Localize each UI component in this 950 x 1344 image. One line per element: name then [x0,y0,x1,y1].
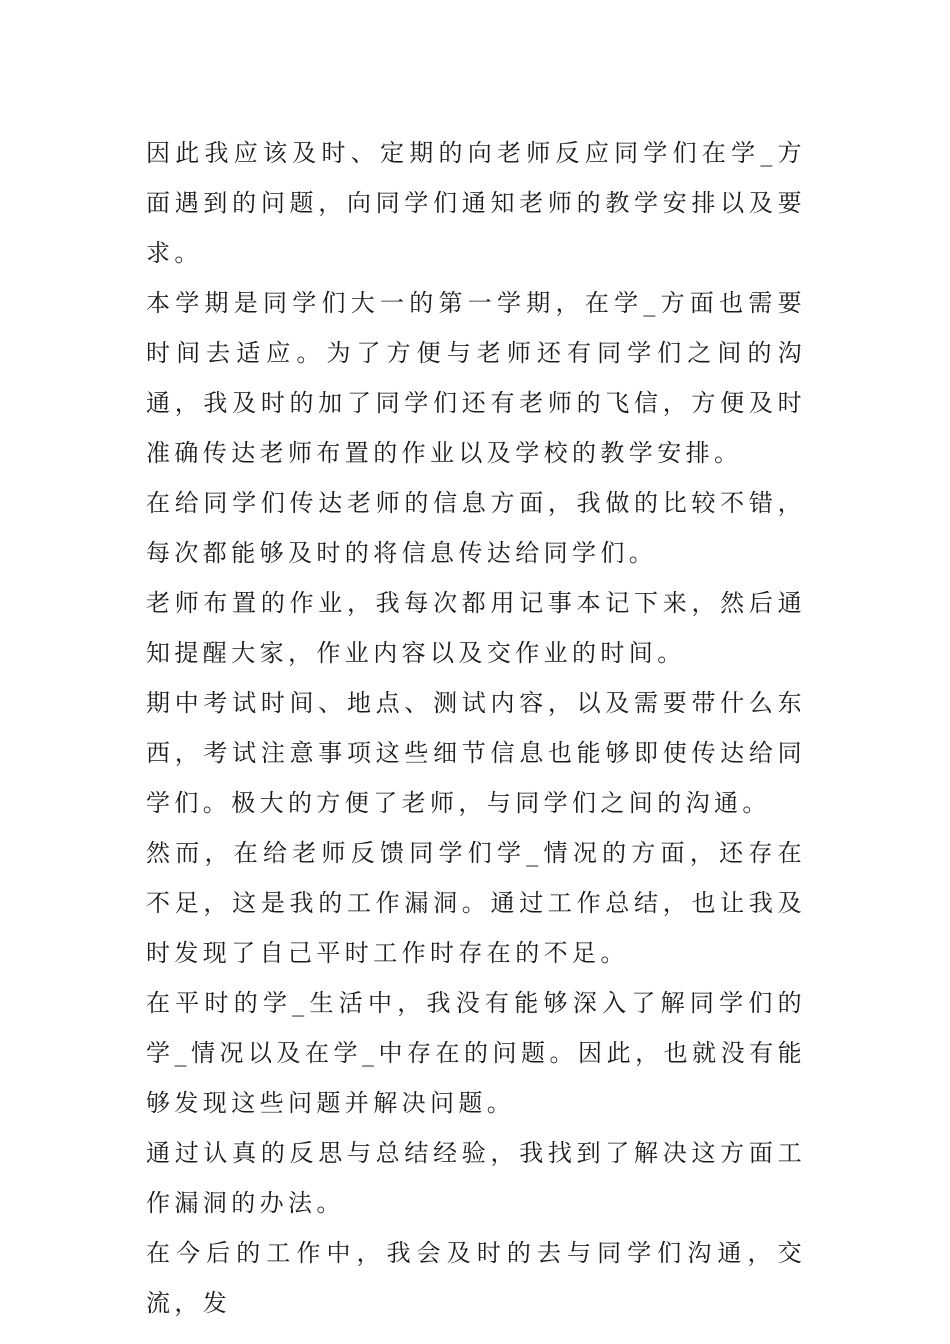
paragraph: 在今后的工作中，我会及时的去与同学们沟通，交流，发 [146,1239,806,1317]
paragraph: 老师布置的作业，我每次都用记事本记下来，然后通知提醒大家，作业内容以及交作业的时间。 [146,589,806,667]
paragraph: 本学期是同学们大一的第一学期，在学_方面也需要时间去适应。为了方便与老师还有同学们之间的沟通，我及时的加了同学们还有老师的飞信，方便及时准确传达老师布置的作业以及学校的教学安排。 [146,289,806,467]
paragraph: 然而，在给老师反馈同学们学_情况的方面，还存在不足，这是我的工作漏洞。通过工作总结，也让我及时发现了自己平时工作时存在的不足。 [146,839,806,967]
document-body [146,128,806,1328]
paragraph: 期中考试时间、地点、测试内容，以及需要带什么东西，考试注意事项这些细节信息也能够即使传达给同学们。极大的方便了老师，与同学们之间的沟通。 [146,689,806,817]
paragraph: 在平时的学_生活中，我没有能够深入了解同学们的学_情况以及在学_中存在的问题。因此，也就没有能够发现这些问题并解决问题。 [146,989,806,1117]
paragraph: 通过认真的反思与总结经验，我找到了解决这方面工作漏洞的办法。 [146,1139,806,1217]
paragraph: 在给同学们传达老师的信息方面，我做的比较不错，每次都能够及时的将信息传达给同学们。 [146,489,806,567]
paragraph: 因此我应该及时、定期的向老师反应同学们在学_方面遇到的问题，向同学们通知老师的教学安排以及要求。 [146,139,806,267]
